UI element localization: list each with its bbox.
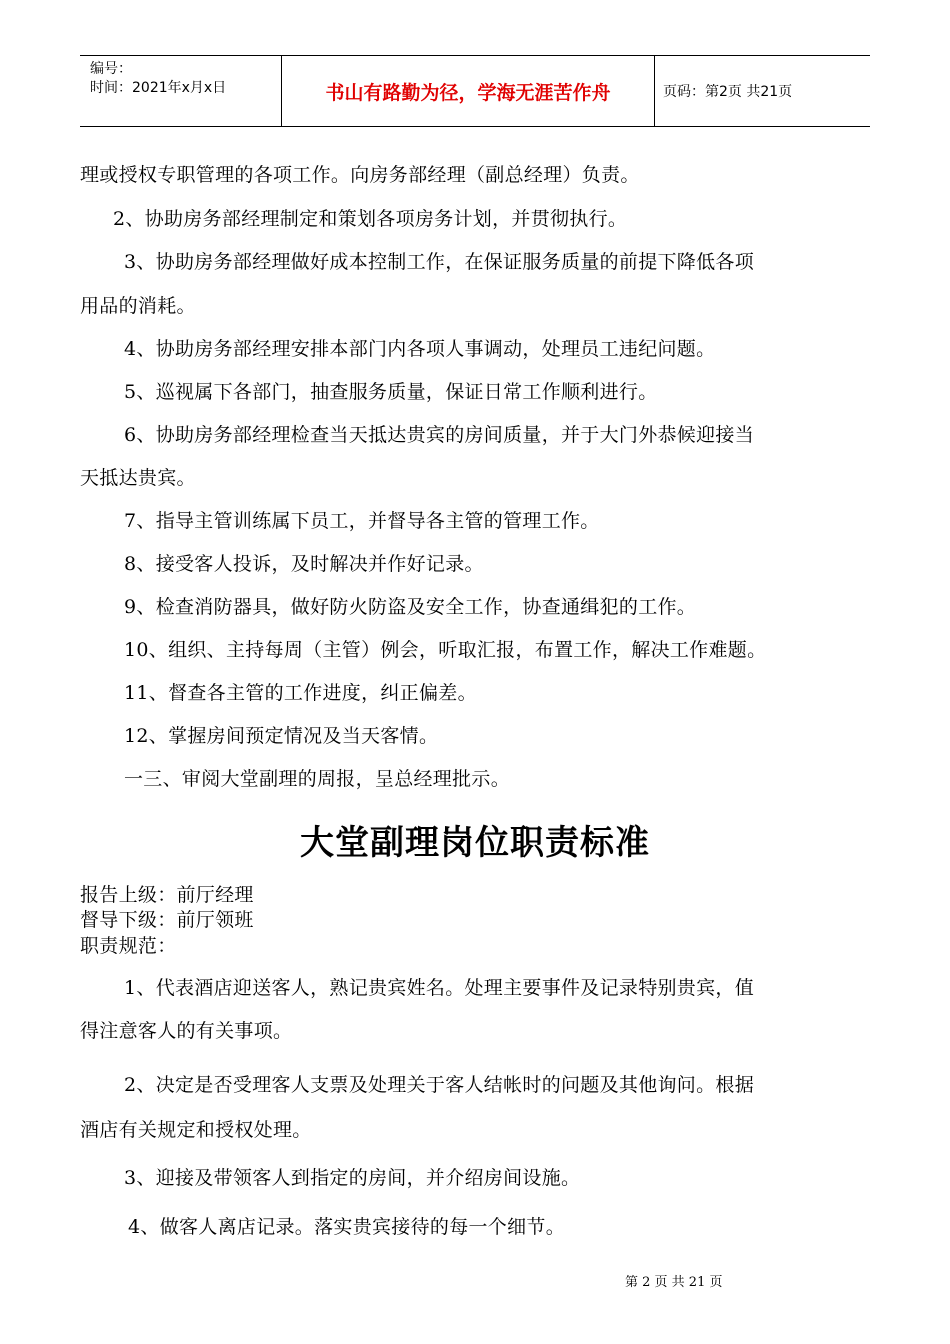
body-line: 7、指导主管训练属下员工，并督导各主管的管理工作。 [124, 510, 600, 532]
body-line: 12、掌握房间预定情况及当天客情。 [124, 725, 439, 747]
section-title: 大堂副理岗位职责标准 [300, 823, 650, 863]
supervises-line: 督导下级：前厅领班 [80, 909, 254, 931]
body-line: 2、协助房务部经理制定和策划各项房务计划，并贯彻执行。 [113, 208, 628, 230]
header-motto: 书山有路勤为径，学海无涯苦作舟 [282, 56, 655, 126]
body-line: 4、协助房务部经理安排本部门内各项人事调动，处理员工违纪问题。 [124, 338, 716, 360]
body-line: 理或授权专职管理的各项工作。向房务部经理（副总经理）负责。 [80, 164, 640, 186]
body-line: 用品的消耗。 [80, 295, 196, 317]
header-page-info: 页码：第2页 共21页 [663, 84, 793, 100]
body-line: 8、接受客人投诉，及时解决并作好记录。 [124, 553, 484, 575]
duty-line: 3、迎接及带领客人到指定的房间，并介绍房间设施。 [124, 1167, 581, 1189]
page-footer: 第 2 页 共 21 页 [625, 1275, 723, 1290]
report-to-line: 报告上级：前厅经理 [80, 884, 254, 906]
duty-line: 得注意客人的有关事项。 [80, 1020, 293, 1042]
body-line: 3、协助房务部经理做好成本控制工作，在保证服务质量的前提下降低各项 [124, 251, 754, 273]
duty-line: 1、代表酒店迎送客人，熟记贵宾姓名。处理主要事件及记录特别贵宾，值 [124, 977, 754, 999]
document-date: 时间：2021年x月x日 [90, 80, 227, 96]
body-line: 天抵达贵宾。 [80, 467, 196, 489]
header-meta [80, 56, 282, 126]
body-line: 6、协助房务部经理检查当天抵达贵宾的房间质量，并于大门外恭候迎接当 [124, 424, 754, 446]
duty-line: 4、做客人离店记录。落实贵宾接待的每一个细节。 [128, 1216, 565, 1238]
body-line: 10、组织、主持每周（主管）例会，听取汇报，布置工作，解决工作难题。 [124, 639, 767, 661]
duty-line: 酒店有关规定和授权处理。 [80, 1119, 312, 1141]
duty-spec-heading: 职责规范： [80, 935, 177, 957]
body-line: 11、督查各主管的工作进度，纠正偏差。 [124, 682, 477, 704]
body-line: 9、检查消防器具，做好防火防盗及安全工作，协查通缉犯的工作。 [124, 596, 697, 618]
document-code-label: 编号： [90, 61, 132, 77]
body-line: 一三、审阅大堂副理的周报，呈总经理批示。 [124, 768, 511, 790]
duty-line: 2、决定是否受理客人支票及处理关于客人结帐时的问题及其他询问。根据 [124, 1074, 754, 1096]
body-line: 5、巡视属下各部门，抽查服务质量，保证日常工作顺利进行。 [124, 381, 658, 403]
document-header [80, 55, 870, 127]
